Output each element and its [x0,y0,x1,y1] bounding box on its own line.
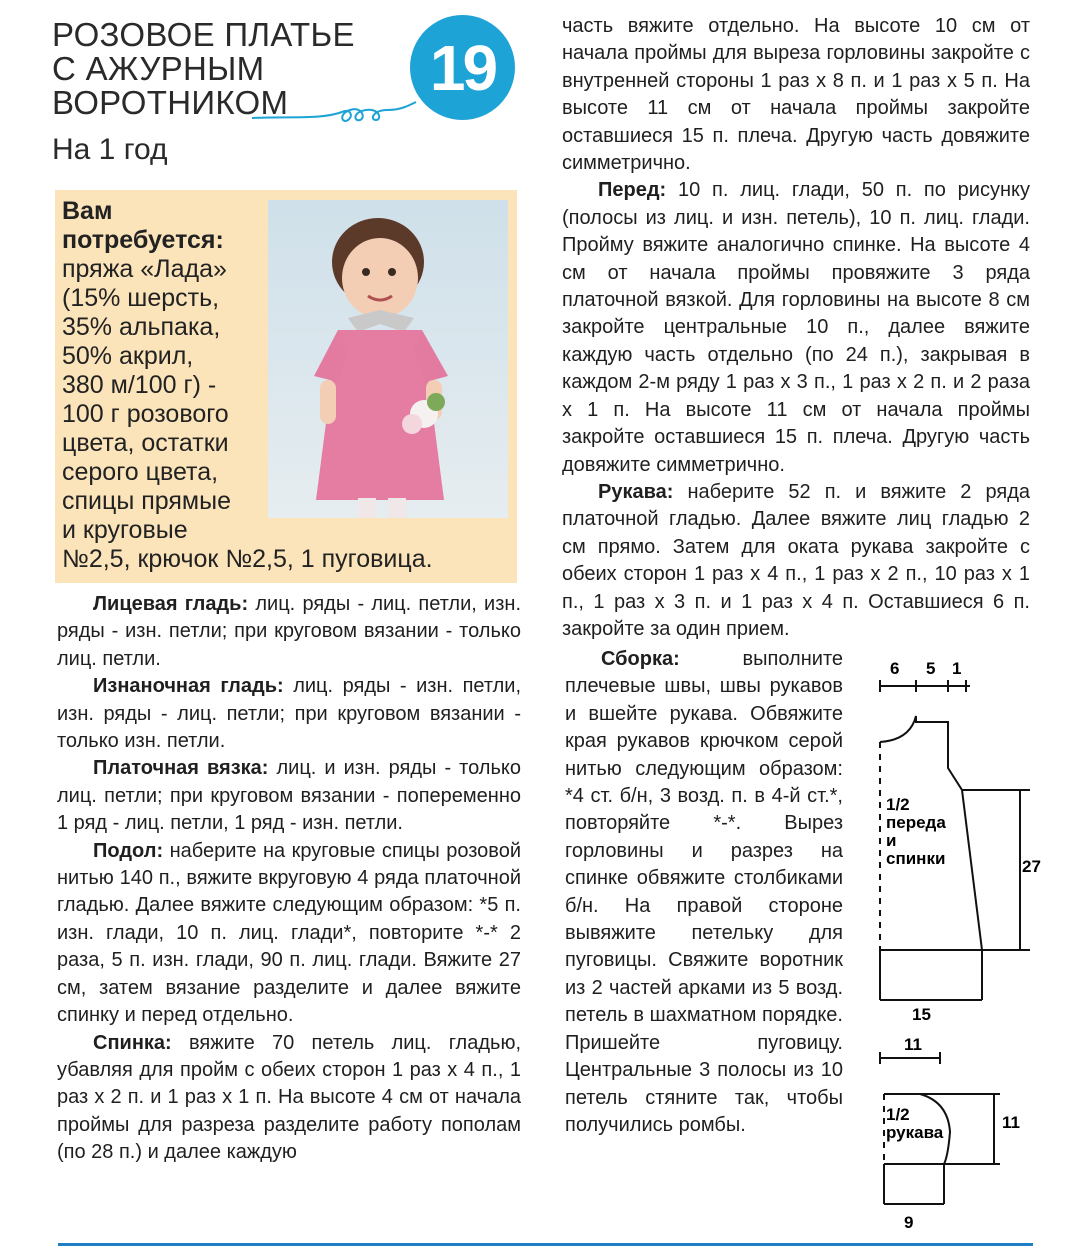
paragraph-back-continued: часть вяжите отдельно. На высоте 10 см от начала проймы для выреза горловины закройте с внутренней стороны 1 раз х 8 п. и 1 раз х 5 п. На высоте 11 см от начала проймы закройте оставшиеся 15 п. плеча. Другую часть довяжите симметрично. [562,15,1030,175]
product-photo [268,200,508,518]
materials-line-last: №2,5, крючок №2,5, 1 пуговица. [62,545,433,573]
materials-line: (15% шерсть, [62,284,220,312]
paragraph-hem [57,838,521,1030]
paragraph-garter-stitch [57,755,521,837]
body-dim-height: 27 [1022,857,1041,876]
text-back: вяжите 70 петель лиц. гладью, убавляя для пройм с обеих сторон 1 раз х 4 п., 1 раз х 2 п. и 1 раз х 1 п. На высоте 4 см от начала проймы для разреза разделите работу пополам (по 28 п.) и далее каждую [57,1031,521,1164]
assembly-column [565,646,843,1139]
sleeve-scheme-diagram [870,1032,1040,1237]
materials-heading: Вам потребуется: [62,197,224,254]
text-front-stitch: лиц. ряды - лиц. петли, изн. ряды - изн. петли; при круговом вязании - только лиц. петли. [57,593,522,670]
heading-assembly: Сборка: [601,648,680,670]
sleeve-label-line-2: рукава [886,1123,944,1142]
sleeve-dim-width: 9 [904,1213,914,1232]
materials-line: спицы прямые [62,487,231,515]
title-line-3: ВОРОТНИКОМ [52,84,289,121]
body-label-line-3: и [886,831,897,850]
text-purl-stitch: лиц. ряды - изн. петли, изн. ряды - лиц. петли; при круговом вязании - только изн. петли. [57,675,521,753]
body-label-line-4: спинки [886,849,946,868]
heading-front: Перед: [598,179,667,202]
materials-line: и круговые [62,516,188,544]
body-dim-top-1: 6 [890,659,900,678]
body-label-line-2: переда [886,813,946,832]
text-hem: наберите на круговые спицы розовой нитью 140 п., вяжите вкруговую 4 ряда платочной гладью. Далее вяжите следующим образом: *5 п. изн. глади, 10 п. лиц. глади*, повторите *-* 2 раза, 5 п. изн. глади, 90 п. лиц. глади. Вяжите 27 см, затем вязание разделите и далее вяжите спинку и перед отдельно. [57,839,521,1027]
materials-line: 380 м/100 г) - [62,371,217,399]
paragraph-back [57,1030,521,1167]
body-scheme-diagram [870,650,1055,1030]
text-sleeves: наберите 52 п. и вяжите 2 ряда платочной гладью. Далее вяжите лиц гладью 2 см прямо. Затем для оката рукава закройте с обеих сторон 1 раз х 4 п., 1 раз х 2 п., 10 раз х 1 п., 1 раз х 3 п. и 1 раз х 4 п. Оставшиеся 6 п. закройте за один прием. [562,480,1030,640]
child-illustration [268,200,508,518]
left-column [57,591,521,1167]
paragraph-purl-stitch [57,673,521,755]
sleeve-dim-height: 11 [1002,1113,1020,1132]
heading-garter-stitch: Платочная вязка: [93,757,269,780]
body-dim-top-2: 5 [926,659,936,678]
subtitle: На 1 год [52,133,168,166]
paragraph-front [562,177,1030,478]
pattern-number-badge: 19 [410,15,515,120]
text-assembly: выполните плечевые швы, швы рукавов и вшейте рукава. Обвяжите края рукавов крючком серой нитью следующим образом: *4 ст. б/н, 3 возд. п. в 4-й ст.*, повторяйте *-*. Вырез горловины и разрез на спинке обвяжите столбиками б/н. На правой стороне вывяжите петельку для пуговицы. Свяжите воротник из 2 частей арками из 5 возд. петель в шахматном порядке. Пришейте пуговицу. Центральные 3 полосы из 10 петель стяните так, чтобы получились ромбы. [565,648,843,1136]
heading-front-stitch: Лицевая гладь: [93,593,249,615]
materials-line: серого цвета, [62,458,219,486]
heading-purl-stitch: Изнаночная гладь: [93,675,284,698]
heading-sleeves: Рукава: [598,480,674,503]
bottom-divider [58,1243,1033,1246]
body-dim-width: 15 [912,1005,931,1024]
right-column [562,13,1030,643]
text-garter-stitch: лиц. и изн. ряды - только лиц. петли; при круговом вязании - попеременно 1 ряд - лиц. петли, 1 ряд - изн. петли. [57,757,521,835]
materials-line: 50% акрил, [62,342,194,370]
title-line-2: С АЖУРНЫМ [52,50,265,87]
paragraph-sleeves [562,479,1030,643]
heading-hem: Подол: [93,839,164,862]
materials-line: пряжа «Лада» [62,255,227,283]
heading-back: Спинка: [93,1031,172,1054]
text-front: 10 п. лиц. глади, 50 п. по рисунку (полосы из лиц. и изн. петель), 10 п. лиц. глади. Пройму вяжите аналогично спинке. На высоте 4 см от начала проймы провяжите 3 ряда платочной вязкой. Для горловины на высоте 8 см закройте центральные 10 п., далее вяжите каждую часть отдельно (по 24 п.), закрывая в каждом 2-м ряду 1 раз х 3 п., 1 раз х 2 п. и 2 раза х 1 п. На высоте 11 см от начала проймы закройте оставшиеся 15 п. плеча. Другую часть довяжите симметрично. [562,179,1030,476]
title-line-1: РОЗОВОЕ ПЛАТЬЕ [52,16,355,53]
paragraph-front-stitch [57,591,521,673]
materials-list [62,197,262,545]
body-label-line-1: 1/2 [886,795,910,814]
decorative-swirl [250,98,420,128]
sleeve-dim-top: 11 [904,1035,922,1054]
materials-line: цвета, остатки [62,429,229,457]
sleeve-label-line-1: 1/2 [886,1105,910,1124]
body-dim-top-3: 1 [952,659,962,678]
paragraph-assembly [565,646,843,1139]
materials-line: 35% альпака, [62,313,221,341]
materials-line: 100 г розового [62,400,229,428]
